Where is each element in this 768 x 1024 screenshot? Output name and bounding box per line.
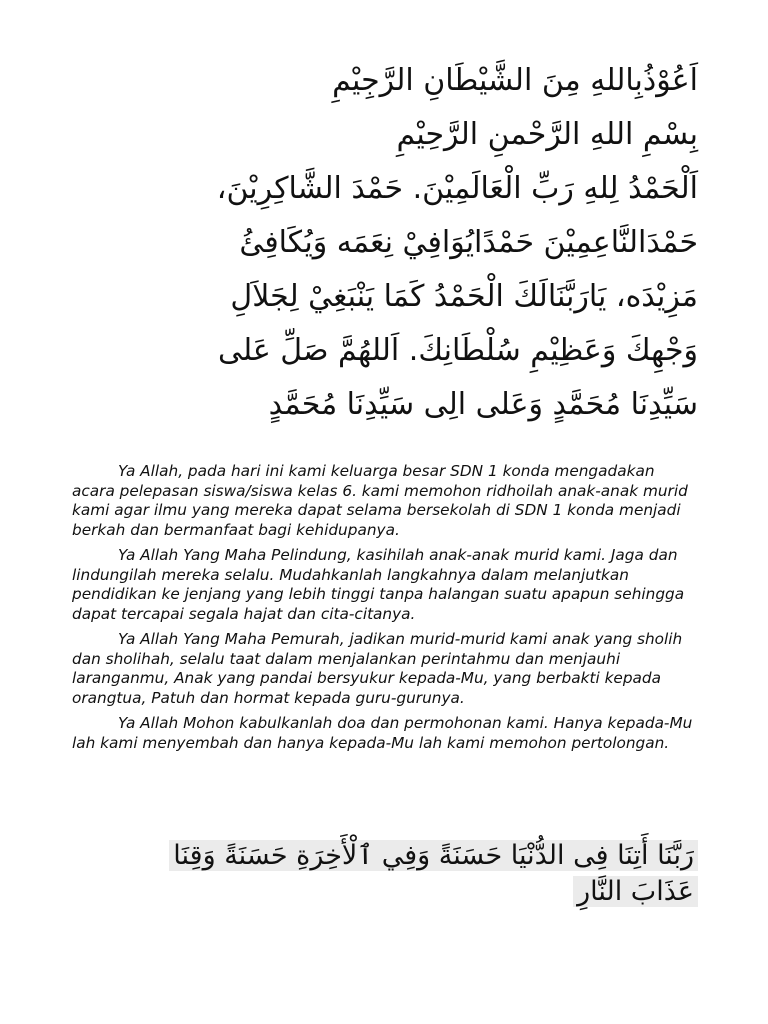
- opening-arabic-prayer: [120, 54, 698, 432]
- closing-arabic-line-1: [86, 838, 698, 874]
- paragraph-character: Ya Allah Yang Maha Pemurah, jadikan murid-murid kami anak yang sholih dan sholihah, selalu taat dalam menjalankan perintahmu dan menjauhi laranganmu, Anak yang pandai bersyukur kepada-Mu, yang berbakti kepada orangtua, Patuh dan hormat kepada guru-gurunya.: [72, 630, 683, 707]
- paragraph-closing-plea: Ya Allah Mohon kabulkanlah doa dan permohonan kami. Hanya kepada-Mu lah kami menyembah dan hanya kepada-Mu lah kami memohon pertolongan.: [72, 714, 693, 752]
- closing-arabic-text-1: رَبَّنَا أَتِنَا فِى الدُّنْيَا حَسَنَةً وَفِي ٱلْأَخِرَةِ حَسَنَةً وَقِنَا: [169, 840, 698, 871]
- arabic-line-taawudz: اَعُوْذُبِاللهِ مِنَ الشَّيْطَانِ الرَّجِيْمِ: [332, 63, 698, 98]
- prayer-body: [72, 462, 702, 759]
- arabic-line-basmalah: بِسْمِ اللهِ الرَّحْمنِ الرَّحِيْمِ: [396, 117, 698, 152]
- arabic-line-hamdalah: اَلْحَمْدُ لِلهِ رَبِّ الْعَالَمِيْنَ. حَمْدَ الشَّاكِرِيْنَ،: [216, 171, 698, 206]
- closing-arabic-prayer: [86, 838, 698, 910]
- paragraph-intro: Ya Allah, pada hari ini kami keluarga besar SDN 1 konda mengadakan acara pelepasan siswa/siswa kelas 6. kami memohon ridhoilah anak-anak murid kami agar ilmu yang mereka dapat selama bersekolah di SDN 1 konda menjadi berkah dan bermanfaat bagi kehidupanya.: [72, 462, 688, 539]
- arabic-line-6: وَجْهِكَ وَعَظِيْمِ سُلْطَانِكَ. اَللهُمَّ صَلِّ عَلى: [217, 333, 698, 368]
- closing-arabic-text-2: عَذَابَ النَّارِ: [573, 876, 698, 907]
- arabic-line-shalawat: سَيِّدِنَا مُحَمَّدٍ وَعَلى الِى سَيِّدِنَا مُحَمَّدٍ: [268, 387, 698, 422]
- arabic-line-4: حَمْدَالنَّاعِمِيْنَ حَمْدًايُوَافِيْ نِعَمَه وَيُكَافِئُ: [239, 225, 698, 260]
- closing-arabic-line-2: [86, 874, 698, 910]
- paragraph-protection: Ya Allah Yang Maha Pelindung, kasihilah anak-anak murid kami. Jaga dan lindungilah mereka selalu. Mudahkanlah langkahnya dalam melanjutkan pendidikan ke jenjang yang lebih tinggi tanpa halangan suatu apapun sehingga dapat tercapai segala hajat dan cita-citanya.: [72, 546, 685, 623]
- arabic-line-5: مَزِيْدَه، يَارَبَّنَالَكَ الْحَمْدُ كَمَا يَنْبَغِيْ لِجَلاَلِ: [230, 279, 698, 314]
